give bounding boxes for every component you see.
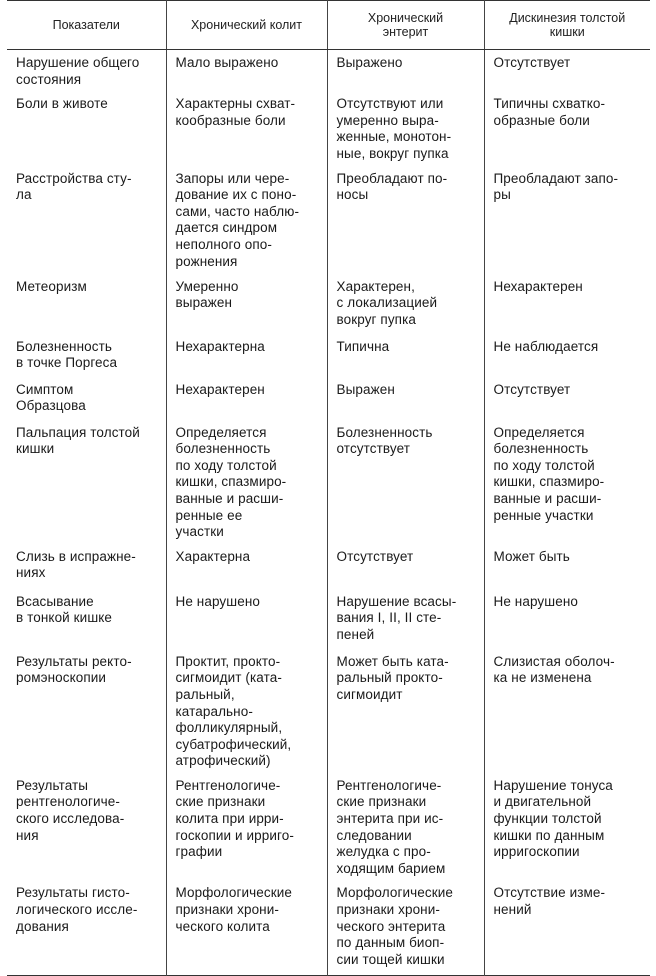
table-cell: Нарушение тонуса и двигательной функции толстой кишки по данным ирригоскопии: [493, 777, 613, 860]
table-cell: Рентгенологиче- ские признаки колита при ирри- госкопии и ирриго- графии: [166, 773, 327, 881]
table-cell: Метеоризм: [7, 274, 166, 334]
table-cell: Выражено: [327, 50, 484, 92]
table-cell: Результаты ректо- ромэноскопии: [7, 649, 166, 773]
table-row: [7, 377, 650, 420]
table-cell: Не нарушено: [166, 589, 327, 649]
table-cell: Отсутствует: [493, 381, 571, 397]
table-cell: Проктит, прокто- сигмоидит (ката- ральный, катарально-фолликулярный, субатрофический, атрофический): [166, 649, 327, 773]
column-header: Хронический колит: [166, 1, 327, 50]
table-cell: Характерен, с локализацией вокруг пупка: [327, 274, 484, 334]
table-cell: Нарушение всасы- вания I, II, II сте- пеней: [327, 589, 484, 649]
table-cell: Мало выражено: [166, 50, 327, 92]
table-cell: Типична: [327, 334, 484, 377]
table-cell: Преобладают по- носы: [327, 166, 484, 274]
table-cell: Запоры или чере- дование их с поно- сами, часто наблю- дается синдром неполного опо- рожнения: [166, 166, 327, 274]
table-row: [7, 91, 650, 165]
table-cell: Отсутствует: [327, 544, 484, 589]
table-row: [7, 334, 650, 377]
table-row: [7, 274, 650, 334]
table-cell: Боли в животе: [7, 91, 166, 165]
table-cell: Выражен: [327, 377, 484, 420]
table-cell: Рентгенологиче- ские признаки энтерита при ис- следовании желудка с про- ходящим барием: [327, 773, 484, 881]
table-cell: Всасывание в тонкой кишке: [7, 589, 166, 649]
table-cell: Нехарактерна: [166, 334, 327, 377]
table-cell: Нехарактерен: [166, 377, 327, 420]
table-cell: Отсутствует: [493, 55, 571, 70]
table-cell: Отсутствие изме- нений: [493, 885, 606, 918]
table-cell: Слизь в испражне- ниях: [7, 544, 166, 589]
table-row: [7, 420, 650, 544]
table-cell: Определяется болезненность по ходу толстой кишки, спазмиро- ванные и расши- ренные ее участки: [166, 420, 327, 544]
table-cell: Типичны схватко- образные боли: [493, 96, 606, 128]
table-cell: Нарушение общего состояния: [7, 50, 166, 92]
table-row: [7, 773, 650, 881]
table-row: [7, 166, 650, 274]
column-header: Показатели: [7, 1, 166, 50]
table-row: [7, 649, 650, 773]
differential-diagnosis-table: [7, 0, 650, 976]
table-cell: Может быть ката- ральный прокто- сигмоидит: [327, 649, 484, 773]
table-cell: Нехарактерен: [493, 278, 583, 294]
table-cell: Определяется болезненность по ходу толстой кишки, спазмиро- ванные и расши- ренные участки: [493, 424, 605, 523]
table-cell: Умеренно выражен: [166, 274, 327, 334]
table-cell: Болезненность отсутствует: [327, 420, 484, 544]
table-cell: Преобладают запо- ры: [493, 170, 619, 203]
table-cell: Пальпация толстой кишки: [7, 420, 166, 544]
table-row: [7, 50, 650, 92]
table-header-row: [7, 1, 650, 50]
table-cell: Морфологические признаки хрони- ческого колита: [166, 880, 327, 975]
column-header: Дискинезия толстой кишки: [484, 1, 650, 50]
table-cell: Характерна: [166, 544, 327, 589]
table-cell: Может быть: [493, 548, 570, 564]
table-cell: Слизистая оболоч- ка не изменена: [493, 653, 615, 686]
column-header: Хронический энтерит: [327, 1, 484, 50]
table-cell: Результаты гисто- логического иссле- дования: [7, 880, 166, 975]
table-row: [7, 880, 650, 975]
table-cell: Не нарушено: [493, 593, 578, 609]
table-cell: Морфологические признаки хрони- ческого энтерита по данным биоп- сии тощей кишки: [327, 880, 484, 975]
table-row: [7, 544, 650, 589]
table-cell: Симптом Образцова: [7, 377, 166, 420]
table-cell: Болезненность в точке Поргеса: [7, 334, 166, 377]
table-cell: Не наблюдается: [493, 338, 599, 354]
table-row: [7, 589, 650, 649]
table-cell: Характерны схват- кообразные боли: [166, 91, 327, 165]
table-cell: Результаты рентгенологиче- ского исследова- ния: [7, 773, 166, 881]
table-cell: Отсутствуют или умеренно выра- женные, монотон- ные, вокруг пупка: [327, 91, 484, 165]
table-cell: Расстройства сту- ла: [7, 166, 166, 274]
